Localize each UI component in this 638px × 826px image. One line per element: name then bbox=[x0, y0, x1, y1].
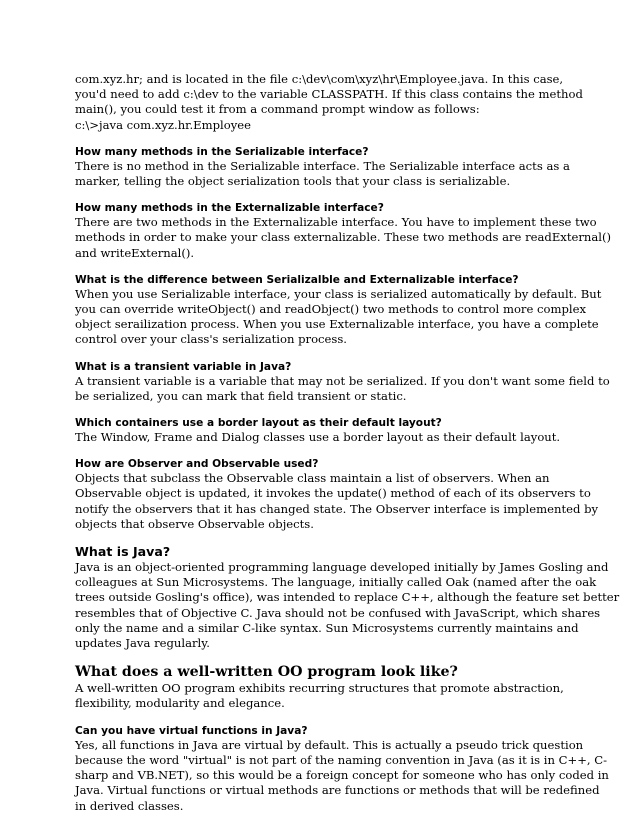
document-page bbox=[75, 72, 620, 814]
answer-line: object serailization process. When you use Externalizable interface, you have a complete bbox=[75, 317, 599, 332]
qa-observer-observable bbox=[75, 457, 599, 532]
answer-line: colleagues at Sun Microsystems. The language, initially called Oak (named after the oak bbox=[75, 575, 597, 590]
qa-virtual-functions bbox=[75, 724, 609, 814]
answer-paragraph bbox=[75, 215, 612, 261]
answer-paragraph bbox=[75, 737, 609, 814]
qa-externalizable-methods bbox=[75, 201, 612, 261]
qa-what-is-java bbox=[75, 544, 620, 651]
answer-paragraph bbox=[75, 158, 570, 189]
answer-line: Java. Virtual functions or virtual methods are functions or methods that will be redefined bbox=[75, 783, 600, 798]
qa-transient-variable bbox=[75, 360, 610, 404]
answer-line: There are two methods in the Externalizable interface. You have to implement these two bbox=[75, 215, 597, 230]
qa-well-written-oo bbox=[75, 663, 565, 711]
question-heading: Which containers use a border layout as their default layout? bbox=[75, 417, 442, 430]
question-heading: What is Java? bbox=[75, 544, 171, 560]
question-heading: What is the difference between Serializalble and Externalizable interface? bbox=[75, 273, 519, 286]
answer-paragraph bbox=[75, 471, 599, 532]
answer-line: control over your class's serialization process. bbox=[75, 332, 347, 347]
answer-line: only the name and a similar C-like syntax. Sun Microsystems currently maintains and bbox=[75, 620, 579, 635]
answer-line: A well-written OO program exhibits recurring structures that promote abstraction, bbox=[75, 681, 564, 696]
answer-line: notify the observers that it has changed state. The Observer interface is implemented by bbox=[75, 501, 599, 516]
answer-line: be serialized, you can mark that field transient or static. bbox=[75, 388, 407, 403]
answer-line: Yes, all functions in Java are virtual by default. This is actually a pseudo trick question bbox=[75, 737, 584, 752]
qa-border-layout bbox=[75, 416, 565, 445]
answer-line: Java is an object-oriented programming language developed initially by James Gosling and bbox=[75, 560, 609, 575]
answer-paragraph bbox=[75, 430, 565, 445]
question-heading: What does a well-written OO program look like? bbox=[75, 664, 458, 681]
answer-line: Observable object is updated, it invokes the update() method of each of its observers to bbox=[75, 486, 591, 501]
intro-line: c:\>java com.xyz.hr.Employee bbox=[75, 117, 251, 132]
question-heading: How many methods in the Serializable interface? bbox=[75, 145, 369, 158]
answer-line: The Window, Frame and Dialog classes use a border layout as their default layout. bbox=[75, 430, 561, 445]
answer-line: objects that observe Observable objects. bbox=[75, 516, 314, 531]
answer-paragraph bbox=[75, 681, 565, 711]
question-heading: What is a transient variable in Java? bbox=[75, 360, 292, 373]
answer-line: marker, telling the object serialization tools that your class is serializable. bbox=[75, 174, 511, 189]
intro-line: you'd need to add c:\dev to the variable CLASSPATH. If this class contains the method bbox=[75, 87, 583, 102]
answer-line: updates Java regularly. bbox=[75, 636, 210, 651]
answer-line: There is no method in the Serializable interface. The Serializable interface acts as a bbox=[75, 158, 570, 173]
answer-line: because the word "virtual" is not part of the naming convention in Java (as it is in C++, C- bbox=[75, 752, 608, 767]
answer-paragraph bbox=[75, 373, 610, 404]
answer-line: and writeExternal(). bbox=[75, 245, 195, 260]
answer-paragraph bbox=[75, 560, 620, 651]
answer-line: you can override writeObject() and readObject() two methods to control more complex bbox=[75, 302, 587, 317]
answer-line: methods in order to make your class externalizable. These two methods are readExternal() bbox=[75, 230, 612, 245]
question-heading: Can you have virtual functions in Java? bbox=[75, 724, 308, 737]
qa-serializable-methods bbox=[75, 145, 570, 189]
intro-line: main(), you could test it from a command prompt window as follows: bbox=[75, 102, 480, 117]
answer-line: resembles that of Objective C. Java should not be confused with JavaScript, which shares bbox=[75, 605, 601, 620]
answer-line: trees outside Gosling's office), was intended to replace C++, although the feature set better bbox=[75, 590, 620, 605]
answer-line: sharp and VB.NET), so this would be a foreign concept for someone who has only coded in bbox=[75, 768, 609, 783]
qa-serializable-vs-externalizable bbox=[75, 273, 602, 348]
intro-paragraph bbox=[75, 72, 583, 133]
answer-line: flexibility, modularity and elegance. bbox=[75, 696, 285, 711]
question-heading: How many methods in the Externalizable interface? bbox=[75, 202, 384, 215]
intro-line: com.xyz.hr; and is located in the file c:\dev\com\xyz\hr\Employee.java. In this case, bbox=[75, 72, 564, 86]
answer-paragraph bbox=[75, 286, 602, 348]
answer-line: Objects that subclass the Observable class maintain a list of observers. When an bbox=[75, 471, 550, 486]
answer-line: in derived classes. bbox=[75, 798, 184, 813]
question-heading: How are Observer and Observable used? bbox=[75, 458, 319, 471]
answer-line: A transient variable is a variable that may not be serialized. If you don't want some field to bbox=[75, 373, 610, 388]
answer-line: When you use Serializable interface, your class is serialized automatically by default. But bbox=[75, 286, 602, 301]
